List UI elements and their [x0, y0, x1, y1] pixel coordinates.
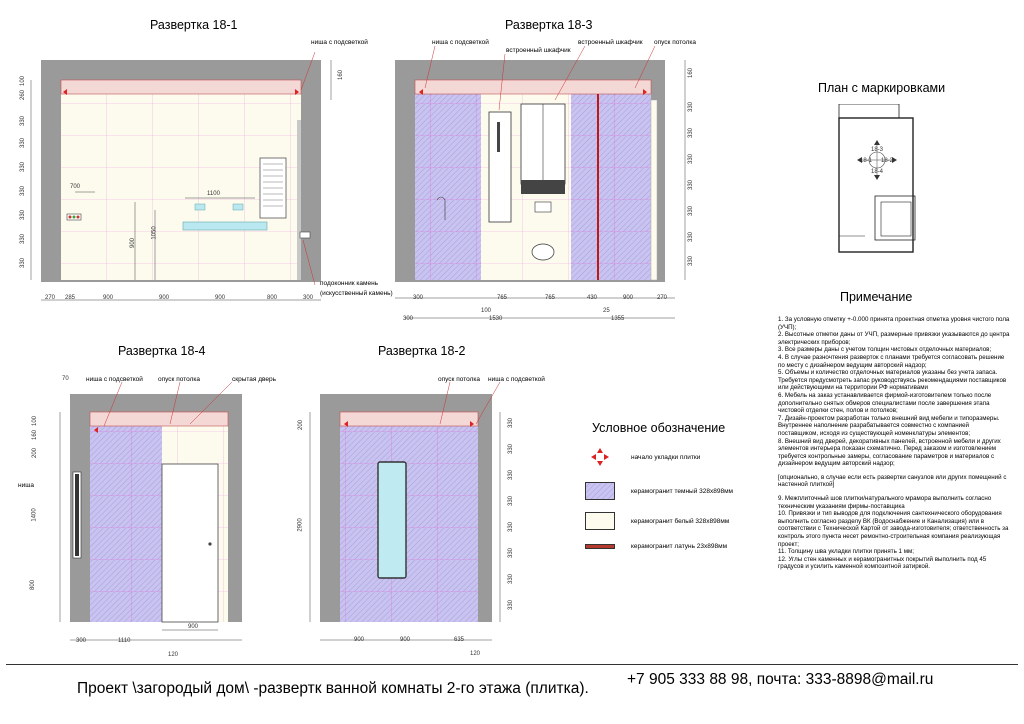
dim-bottom: 765 [545, 295, 556, 301]
view-18-1-sill-label: подоконник камень [320, 280, 379, 287]
dim-right: 330 [508, 469, 515, 481]
note-item: 3. Все размеры даны с учетом толщин чистовых отделочных материалов; [778, 346, 992, 354]
dim-right: 330 [508, 443, 515, 455]
dim-left: 100 [32, 415, 39, 427]
dim-right: 330 [688, 205, 695, 217]
dim-bottom: 270 [657, 295, 668, 301]
dim-bottom: 285 [65, 295, 76, 301]
dim-door: 900 [188, 624, 199, 630]
dim-bottom: 900 [215, 295, 226, 301]
dim-left: 100 [20, 75, 27, 87]
note-item: 9. Межплиточный шов плитки/натурального мрамора выполнить согласно техническим указаниям фирмы-поставщика [778, 495, 992, 510]
plan-marker: 18-1 [860, 158, 873, 164]
dim-left: 330 [20, 161, 27, 173]
view-18-1-sill-label-2: (искусственный камень) [320, 290, 393, 297]
note-item: 2. Высотные отметки даны от УЧП, размерные привязки указываются до центра электрических приборов; [778, 331, 1010, 346]
note-item: 8. Внешний вид дверей, декоративных панелей, встроенной мебели и других элементов интерьера показан схематично. Перед заказом и изготовлением требуется контрольные замеры, согласование параметров и материалов с дизайнером ведущим авторский надзор; [778, 437, 1001, 468]
dim-left: 200 [32, 447, 39, 459]
dim-1050: 1050 [151, 226, 158, 240]
note-item: 10. Привязки и тип выводов для подключения сантехнического оборудования выполнить согласно разделу ВК (Водоснабжение и Канализация) или в соответствии с Технической Картой от завода-изготовителя; ответственность за контроль этого пункта несет ремонтно-строительная компания реализующая проект; [778, 510, 1009, 548]
dim-bottom: 270 [45, 295, 56, 301]
dim-bottom: 25 [603, 308, 610, 314]
dim-left: 330 [20, 209, 27, 221]
view-18-3-wardrobe-label-2: встроенный шкафчик [578, 39, 643, 46]
dim-1100: 1100 [207, 191, 220, 197]
plan-drawing [835, 104, 925, 254]
legend-item-label: начало укладки плитки [631, 454, 701, 461]
brass-tile-swatch [585, 544, 615, 550]
dim-bottom: 120 [470, 651, 481, 657]
notes-title: Примечание [840, 290, 913, 304]
view-18-3-right-dims [686, 62, 696, 272]
view-18-4-niche-label: ниша с подсветкой [86, 376, 143, 383]
view-18-4-ceiling-label: опуск потолка [158, 376, 200, 383]
dim-bottom: 300 [76, 638, 87, 644]
view-18-4-title: Развертка 18-4 [118, 344, 206, 358]
view-18-2-title: Развертка 18-2 [378, 344, 466, 358]
view-18-1-left-dims [18, 75, 28, 288]
legend [585, 446, 775, 566]
legend-item [585, 512, 775, 532]
legend-item [585, 542, 775, 554]
view-18-4-door-label: скрытая дверь [232, 376, 277, 383]
dim-right: 330 [688, 179, 695, 191]
dim-bottom: 900 [103, 295, 114, 301]
dim-bottom: 120 [168, 652, 179, 658]
view-18-3-niche-label: ниша с подсветкой [432, 39, 489, 46]
dim-bottom: 430 [587, 295, 598, 301]
view-18-2-elevation [297, 368, 530, 660]
view-18-2-ceiling-label: опуск потолка [438, 376, 480, 383]
dim-bottom: 900 [400, 637, 411, 643]
plan-marker: 18-4 [871, 169, 884, 175]
footer-contacts: +7 905 333 88 98, почта: 333-8898@mail.ru [627, 671, 934, 688]
dim-bottom: 1110 [118, 638, 131, 644]
vanity-icon [183, 222, 267, 230]
view-18-4-niche-side-label: ниша [18, 482, 35, 489]
dim-bottom: 635 [454, 637, 465, 643]
dim-bottom: 300 [303, 295, 314, 301]
view-18-1-title: Развертка 18-1 [150, 18, 238, 32]
dim-left: 330 [20, 137, 27, 149]
legend-item-label: керамогранит белый 328х898мм [631, 518, 730, 525]
dim-left: 200 [298, 419, 305, 431]
note-item: 6. Мебель на заказ устанавливается фирмой-изготовителем только после дополнительно снятых обмеров специалистами после завершения этапа чистовой отделки стен, полов и потолков; [778, 391, 992, 415]
dim-bottom: 300 [413, 295, 424, 301]
dim-right: 330 [688, 255, 695, 267]
dim-2900: 2900 [297, 518, 304, 532]
dim-900: 900 [130, 237, 137, 249]
toilet-icon [532, 244, 554, 260]
legend-item-label: керамогранит темный 328х898мм [631, 488, 734, 495]
dim-right: 330 [508, 547, 515, 559]
note-item: 11. Толщину шва укладки плитки принять 1 мм; [778, 548, 914, 556]
dim-700: 700 [70, 184, 81, 190]
dim-left: 330 [20, 185, 27, 197]
footer-project-title: Проект \загородый дом\ -развертк ванной комнаты 2-го этажа (плитка). [77, 680, 589, 697]
view-18-2-niche-label: ниша с подсветкой [488, 376, 545, 383]
dim-bottom: 300 [403, 316, 414, 322]
dim-bottom: 800 [267, 295, 278, 301]
view-18-1-niche-label: ниша с подсветкой [311, 39, 368, 46]
dim-800: 800 [30, 579, 37, 591]
view-18-3-elevation [385, 40, 705, 330]
dim-right: 330 [508, 573, 515, 585]
dim-right: 330 [508, 521, 515, 533]
dim-right: 330 [508, 495, 515, 507]
dim-right: 160 [338, 69, 345, 81]
dim-bottom: 765 [497, 295, 508, 301]
dim-right: 330 [688, 101, 695, 113]
dim-left: 260 [20, 89, 27, 101]
plan-marker: 18-2 [881, 158, 894, 164]
dim-bottom: 900 [159, 295, 170, 301]
legend-item-label: керамогранит латунь 23х898мм [631, 543, 728, 550]
view-18-3-ceiling-label: опуск потолка [654, 39, 696, 46]
dim-right: 330 [508, 599, 515, 611]
note-item: 7. Дизайн-проектом разработан только внешний вид мебели и типоразмеры. Внутреннее наполнение разрабатывается совместно с компанией поставщиком, исходя из существующей номенклатуры элементов; [778, 414, 1000, 437]
view-18-1-bottom-dims [41, 295, 321, 305]
legend-item [585, 482, 775, 502]
dim-right: 330 [688, 127, 695, 139]
dim-right: 330 [688, 231, 695, 243]
start-arrows-icon [589, 446, 611, 468]
dim-left: 330 [20, 233, 27, 245]
dim-bottom: 1530 [489, 316, 503, 322]
dim-left: 330 [20, 257, 27, 269]
note-item: 5. Объемы и количество отделочных материалов указаны без учета запаса. Требуется предусмотреть запас руководствуясь рекомендациями поставщиков или действующими на территории РФ нормативами [778, 369, 1007, 392]
view-18-3-bottom-dims-2 [403, 308, 693, 326]
view-18-2-right-dims [506, 417, 516, 630]
legend-item [585, 446, 775, 468]
dim-bottom: 900 [354, 637, 365, 643]
note-item: 4. В случае разночтения разверток с планами требуется согласовать решение по месту с дизайнером ведущим авторский надзор; [778, 353, 1005, 369]
view-18-4-elevation [40, 368, 270, 660]
dim-1400: 1400 [31, 508, 38, 522]
notes-list [778, 316, 1010, 571]
dim-right: 330 [508, 417, 515, 429]
ceiling-strip [61, 80, 301, 94]
dim-bottom: 1355 [611, 316, 625, 322]
dark-tile-area [415, 94, 481, 280]
white-tile-swatch [585, 512, 615, 530]
dim-70: 70 [62, 376, 69, 382]
plan-title: План с маркировками [818, 81, 946, 95]
dim-bottom: 900 [623, 295, 634, 301]
legend-title: Условное обозначение [592, 421, 726, 435]
note-item: [опционально, в случае если есть развертки санузлов или других помещений с настенной плиткой] [778, 473, 1007, 489]
window-icon [378, 462, 406, 578]
plan-marker: 18-3 [871, 147, 884, 153]
footer-divider [6, 664, 1018, 665]
dim-left: 160 [32, 429, 39, 441]
dim-right: 160 [688, 67, 695, 79]
dim-left: 330 [20, 115, 27, 127]
view-18-3-title: Развертка 18-3 [505, 18, 593, 32]
dark-tile-swatch [585, 482, 615, 500]
view-18-3-wardrobe-label-1: встроенный шкафчик [506, 47, 571, 54]
note-item: 1. За условную отметку +-0.000 принята проектная отметка уровня чистого пола (УЧП); [778, 316, 1010, 331]
dim-bottom: 100 [481, 308, 492, 314]
note-item: 12. Углы стен каменных и керамогранитных покрытий выполнить под 45 градусов и усилить каменной композитной затиркой. [778, 555, 987, 571]
view-18-1-elevation [15, 40, 395, 315]
view-18-3-bottom-dims [395, 295, 685, 305]
view-18-2-bottom-dims [320, 637, 500, 661]
dim-right: 330 [688, 153, 695, 165]
